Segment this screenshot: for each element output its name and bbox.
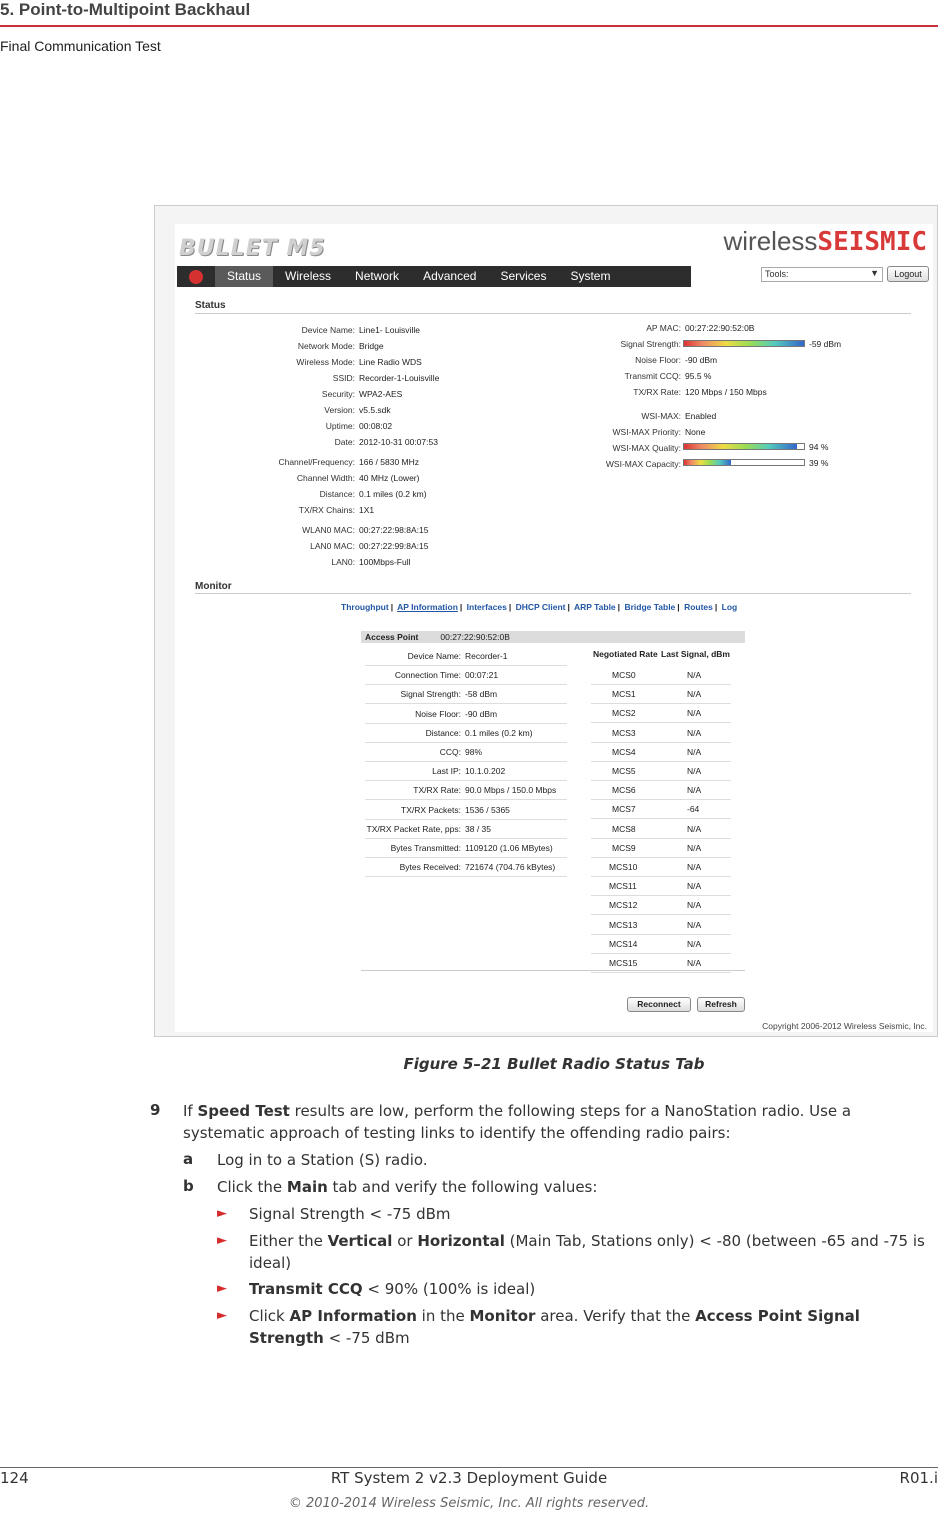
row-divider: [591, 684, 731, 685]
mcs-last-signal: N/A: [687, 766, 702, 776]
row-divider: [365, 819, 567, 820]
divider: [195, 313, 911, 314]
link-dhcp-client[interactable]: DHCP Client: [515, 602, 566, 612]
mcs-rate: MCS4: [612, 746, 636, 757]
mcs-last-signal: N/A: [687, 862, 702, 872]
status-field: Date: 2012-10-31 00:07:53: [334, 437, 438, 447]
row-divider: [365, 703, 567, 704]
status-field: WLAN0 MAC: 00:27:22:98:8A:15: [302, 525, 429, 535]
status-field: Channel Width: 40 MHz (Lower): [296, 473, 420, 483]
airos-icon[interactable]: [177, 266, 215, 287]
arrow-bullet-icon: ►: [217, 1308, 227, 1323]
row-divider: [591, 722, 731, 723]
link-routes[interactable]: Routes: [684, 602, 713, 612]
arrow-bullet-icon: ►: [217, 1281, 227, 1296]
mcs-last-signal: -64: [687, 804, 700, 815]
tab-status[interactable]: Status: [215, 266, 273, 287]
row-divider: [365, 799, 567, 800]
mcs-last-signal: N/A: [687, 881, 702, 892]
row-divider: [365, 684, 567, 685]
status-field: Transmit CCQ: 95.5 %: [624, 371, 712, 381]
revision: R01.i: [899, 1469, 938, 1487]
row-divider: [591, 799, 731, 800]
bullet-transmit-ccq: Transmit CCQ < 90% (100% is ideal): [249, 1280, 536, 1298]
page-number: 124: [0, 1469, 29, 1487]
subsection-title: Final Communication Test: [0, 38, 161, 54]
bullet-logo: BULLET M5: [179, 236, 326, 261]
status-field: LAN0 MAC: 00:27:22:99:8A:15: [310, 541, 429, 551]
link-interfaces[interactable]: Interfaces: [466, 602, 507, 612]
signal-strength-bar: [683, 340, 805, 347]
row-divider: [365, 665, 567, 666]
access-point-header: Access Point 00:27:22:90:52:0B: [361, 631, 745, 643]
ap-info-row: Last IP: 10.1.0.202: [432, 766, 506, 777]
status-field: TX/RX Chains: 1X1: [298, 505, 375, 515]
mcs-rate: MCS12: [609, 900, 638, 911]
mcs-rate: MCS1: [612, 689, 636, 700]
row-divider: [591, 857, 731, 858]
row-divider: [365, 857, 567, 858]
tab-system[interactable]: System: [570, 269, 611, 283]
tab-wireless[interactable]: Wireless: [285, 269, 332, 283]
monitor-title: Monitor: [195, 581, 232, 592]
row-divider: [591, 703, 731, 704]
step-number: 9: [150, 1101, 161, 1119]
mcs-rate: MCS9: [612, 842, 636, 853]
wsi-max-capacity-value: 39 %: [809, 458, 829, 468]
substep-b-label: b: [183, 1177, 194, 1195]
row-divider: [365, 742, 567, 743]
row-divider: [591, 838, 731, 839]
wsi-max-quality-value: 94 %: [809, 442, 829, 452]
link-ap-information[interactable]: AP Information: [397, 602, 458, 612]
divider: [361, 970, 745, 971]
arrow-bullet-icon: ►: [217, 1233, 227, 1248]
ap-info-row: Bytes Transmitted: 1109120 (1.06 MBytes): [390, 843, 553, 853]
row-divider: [591, 934, 731, 935]
figure-caption: Figure 5–21 Bullet Radio Status Tab: [403, 1055, 705, 1073]
nav-tabs: [177, 266, 691, 287]
link-arp-table[interactable]: ARP Table: [573, 602, 616, 612]
row-divider: [365, 876, 567, 877]
ap-info-row: Noise Floor: -90 dBm: [415, 708, 498, 719]
status-field: Device Name: Line1- Louisville: [301, 325, 420, 335]
logout-button[interactable]: Logout: [887, 266, 929, 282]
footer-rule: [0, 1467, 938, 1468]
wsi-max-capacity-bar: [683, 459, 805, 466]
bullet-vertical-horizontal: Either the Vertical or Horizontal (Main Tab, Stations only) < -80 (between -65 and -75 is ideal): [249, 1232, 925, 1272]
web-ui: BULLET M5 wirelessSEISMIC Status Wireless Network Advanced Services System Tools: ▼ Logout Status Device Name: Line1- Louisville Network Mode: Bridge Wireless Mode: Line Radio WDS SSID: Recorder-1-Louisville Security: WPA2-AES Version: v5.5.sdk Uptime: 00:08:02 Date: 2012-10-31 00:07:53 Channel/Frequency: 166 / 5830 MHz Channel Width: 40 MHz (Lower) Distance: 0.1 miles (0.2 km) TX/RX Chains: 1X1 WLAN0 MAC: 00:27:22:98:8A:15 LAN0 MAC: 00:27:22:99:8A:15 LAN0: 100Mbps-Full AP MAC: 00:27:22:90:52:0B Signal Strength: Noise Floor: -90 dBm Transmit CCQ: 95.5 % TX/RX Rate: 120 Mbps / 150 Mbps WSI-MAX: Enabled WSI-MAX Priority: None WSI-MAX Quality: WSI-MAX Capacity: -59 dBm 94 % 39 % Monitor Throughput | AP Information | Interfaces | DHCP Client | ARP Table | Bridge Table | Routes | Log Access Point 00:27:22:90:52:0B Device Name: Recorder-1 Connection Time: 00:07:21 Signal Strength: -58 dBm Noise Floor: -90 dBm Distance: 0.1 miles (0.2 km) CCQ: 98% Last IP: 10.1.0.202 TX/RX Rate: 90.0 Mbps / 150.0 Mbps TX/RX Packets: 1536 / 5365 TX/RX Packet Rate, pps: 38 / 35 Bytes Transmitted: 1109120 (1.06 MBytes) Bytes Received: 721674 (704.76 kBytes) Negotiated Rate Last Signal, dBm MCS0 N/A MCS1 N/A MCS2 N/A MCS3 N/A MCS4 N/A MCS5 N/A MCS6 N/A MCS7 -64 MCS8 N/A MCS9 N/A MCS10 N/A MCS11 N/A MCS12 N/A MCS13 N/A MCS14 N/A MCS15 N/A Reconnect Refresh Copyright 2006-2012 Wireless Seismic, Inc.: [175, 224, 933, 1032]
mcs-rate: MCS11: [609, 881, 637, 892]
status-field: Network Mode: Bridge: [297, 341, 384, 351]
row-divider: [591, 876, 731, 877]
header-rule: [0, 25, 938, 27]
tools-select[interactable]: Tools: ▼: [761, 267, 883, 282]
status-field: LAN0: 100Mbps-Full: [331, 557, 411, 567]
status-field: AP MAC: 00:27:22:90:52:0B: [646, 323, 755, 333]
link-bridge-table[interactable]: Bridge Table: [624, 602, 676, 612]
footer-copyright: © 2010-2014 Wireless Seismic, Inc. All rights reserved.: [288, 1496, 650, 1511]
ap-info-row: TX/RX Packets: 1536 / 5365: [401, 804, 510, 815]
status-field: TX/RX Rate: 120 Mbps / 150 Mbps: [633, 387, 767, 397]
mcs-rate: MCS13: [609, 919, 638, 930]
mcs-rate: MCS5: [612, 766, 636, 776]
tab-network[interactable]: Network: [355, 269, 400, 283]
document-title: RT System 2 v2.3 Deployment Guide: [330, 1469, 608, 1487]
status-field: Security: WPA2-AES: [321, 389, 403, 399]
ap-info-row: CCQ: 98%: [439, 747, 483, 757]
mcs-last-signal: N/A: [687, 689, 702, 700]
bullet-signal-strength: Signal Strength < -75 dBm: [249, 1205, 451, 1223]
substep-a-text: Log in to a Station (S) radio.: [217, 1151, 428, 1169]
status-title: Status: [195, 300, 226, 311]
row-divider: [591, 780, 731, 781]
mcs-rate: MCS2: [612, 708, 636, 719]
row-divider: [365, 761, 567, 762]
ui-copyright: Copyright 2006-2012 Wireless Seismic, Inc.: [762, 1021, 927, 1031]
ap-info-row: Bytes Received: 721674 (704.76 kBytes): [399, 862, 556, 873]
mcs-rate: MCS15: [609, 958, 638, 968]
wireless-seismic-logo: wirelessSEISMIC: [723, 226, 927, 257]
mcs-last-signal: N/A: [687, 919, 702, 930]
row-divider: [591, 972, 731, 973]
row-divider: [365, 838, 567, 839]
mcs-last-signal: N/A: [687, 708, 702, 719]
wsi-max-quality-bar: [683, 443, 805, 450]
row-divider: [365, 723, 567, 724]
mcs-last-signal: N/A: [687, 746, 702, 757]
row-divider: [365, 780, 567, 781]
ap-info-row: Device Name: Recorder-1: [407, 651, 508, 661]
mcs-rate: MCS7: [612, 804, 636, 815]
section-title: 5. Point-to-Multipoint Backhaul: [0, 0, 251, 19]
bullet-ap-information: Click AP Information in the Monitor area. Verify that the Access Point Signal Strength < -75 dBm: [249, 1307, 860, 1347]
status-field: Distance: 0.1 miles (0.2 km): [319, 489, 427, 499]
status-field: WSI-MAX Priority: None: [612, 427, 706, 437]
ap-info-row: Distance: 0.1 miles (0.2 km): [425, 727, 533, 738]
reconnect-button[interactable]: Reconnect: [627, 997, 691, 1012]
status-field: Noise Floor: -90 dBm: [635, 355, 718, 365]
screenshot-figure: [154, 205, 938, 1037]
mcs-rate: MCS14: [609, 938, 638, 949]
refresh-button[interactable]: Refresh: [697, 997, 745, 1012]
arrow-bullet-icon: ►: [217, 1206, 227, 1221]
row-divider: [591, 953, 731, 954]
link-throughput[interactable]: Throughput: [341, 602, 389, 612]
row-divider: [591, 895, 731, 896]
substep-a-label: a: [183, 1150, 194, 1168]
ap-info-row: Signal Strength: -58 dBm: [400, 689, 498, 700]
mcs-rate: MCS3: [612, 727, 636, 738]
row-divider: [591, 914, 731, 915]
status-field: Channel/Frequency: 166 / 5830 MHz: [278, 457, 420, 467]
mcs-rate: MCS10: [609, 862, 638, 872]
row-divider: [591, 742, 731, 743]
mcs-last-signal: N/A: [687, 727, 702, 738]
mcs-last-signal: N/A: [687, 958, 702, 968]
mcs-rate: MCS6: [612, 785, 636, 796]
mcs-header-rate: Negotiated Rate: [593, 649, 658, 659]
mcs-last-signal: N/A: [687, 842, 702, 853]
status-field: WSI-MAX: Enabled: [641, 411, 717, 421]
chevron-down-icon: ▼: [870, 268, 879, 278]
divider: [195, 593, 911, 594]
mcs-last-signal: N/A: [687, 785, 702, 796]
mcs-last-signal: N/A: [687, 900, 702, 911]
mcs-rate: MCS8: [612, 823, 636, 834]
mcs-header-signal: Last Signal, dBm: [661, 649, 730, 659]
ap-info-row: Connection Time: 00:07:21: [394, 670, 499, 681]
mcs-rate: MCS0: [612, 670, 636, 680]
status-field: Version: v5.5.sdk: [324, 405, 391, 415]
ap-info-row: TX/RX Packet Rate, pps: 38 / 35: [366, 823, 491, 834]
tab-services[interactable]: Services: [500, 269, 547, 283]
mcs-last-signal: N/A: [687, 670, 702, 680]
tab-advanced[interactable]: Advanced: [423, 269, 477, 283]
monitor-links: Throughput | AP Information | Interfaces | DHCP Client | ARP Table | Bridge Table | Routes | Log: [341, 602, 738, 612]
mcs-last-signal: N/A: [687, 823, 702, 834]
ap-info-row: TX/RX Rate: 90.0 Mbps / 150.0 Mbps: [413, 785, 557, 796]
status-field: Wireless Mode: Line Radio WDS: [296, 357, 422, 367]
link-log[interactable]: Log: [721, 602, 738, 612]
row-divider: [591, 761, 731, 762]
status-field: SSID: Recorder-1-Louisville: [332, 373, 440, 383]
status-field: Uptime: 00:08:02: [325, 421, 393, 431]
step-text: If Speed Test results are low, perform the following steps for a NanoStation radio. Use a systematic approach of testing links to identify the offending radio pairs:: [183, 1102, 852, 1142]
mcs-last-signal: N/A: [687, 938, 702, 949]
signal-strength-value: -59 dBm: [809, 339, 842, 349]
row-divider: [591, 818, 731, 819]
substep-b-text: Click the Main tab and verify the following values:: [217, 1178, 598, 1196]
